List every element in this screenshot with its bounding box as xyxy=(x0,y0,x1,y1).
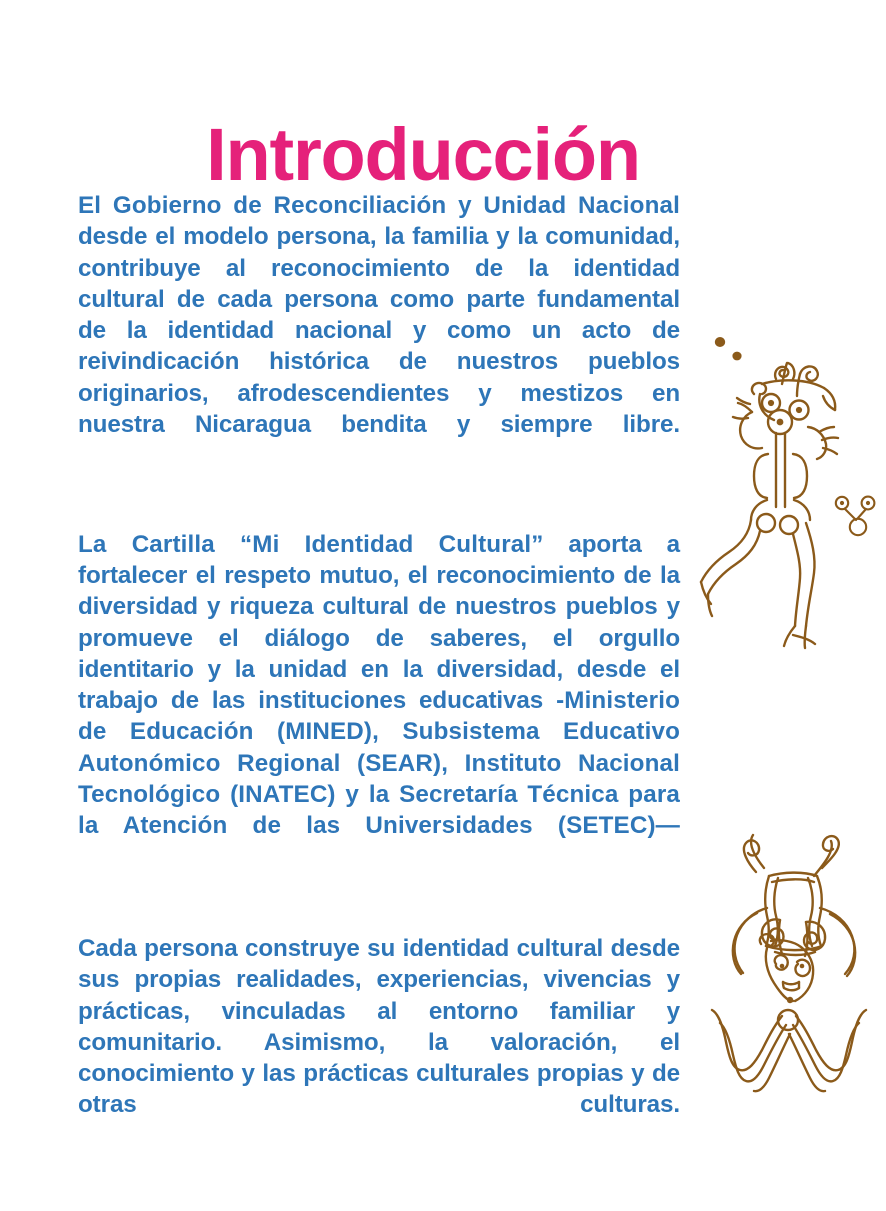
paragraph-2 xyxy=(78,529,680,873)
paragraph-1 xyxy=(78,190,680,472)
paragraph-2-body: aporta a fortalecer el respeto mutuo, el reconocimiento de la diversidad y riqueza cultural de nuestros pueblos y promueve el diálogo de saberes, el orgullo identitario y la unidad en la diversidad, desde el trabajo de las instituciones educativas xyxy=(78,530,680,715)
paragraph-2-lead-bold: La Cartilla “Mi Identidad Cultural” xyxy=(78,530,544,558)
paragraph-1-body: desde el modelo persona, la familia y la comunidad, contribuye al reconocimiento de la identidad cultural de cada persona como parte fundamental de la identidad nacional y como un acto de reivindicación histórica de nuestros pueblos originarios, afrodescendientes y mestizos en nuestra Nicaragua bendita y siempre libre. xyxy=(78,223,680,439)
paragraph-3 xyxy=(78,933,680,1152)
petroglyph-small-y-icon xyxy=(836,497,875,536)
petroglyph-dot-icon xyxy=(715,337,725,347)
paragraph-1-lead-bold: El Gobierno de Reconciliación y Unidad Nacional xyxy=(78,192,680,219)
paragraph-3-body: Cada persona construye su identidad cultural desde sus propias realidades, experiencias, vivencias y prácticas, vinculadas al entorno familiar y comunitario. Asimismo, la valoración, el conocimiento y las prácticas culturales propias y de otras culturas. xyxy=(78,934,680,1119)
petroglyph-mask-icon xyxy=(694,836,886,1074)
body-text-column xyxy=(78,190,680,1152)
paragraph-2-institutions-bold: -Ministerio de Educación (MINED), Subsistema Educativo Autonómico Regional (SEAR), Instituto Nacional Tecnológico (INATEC) y la Secretaría Técnica para la Atención de las Universidades (SETEC)— xyxy=(78,687,680,840)
page-title: Introducción xyxy=(206,112,640,196)
petroglyph-figure-icon xyxy=(690,322,886,662)
petroglyph-dot-icon xyxy=(732,352,741,361)
